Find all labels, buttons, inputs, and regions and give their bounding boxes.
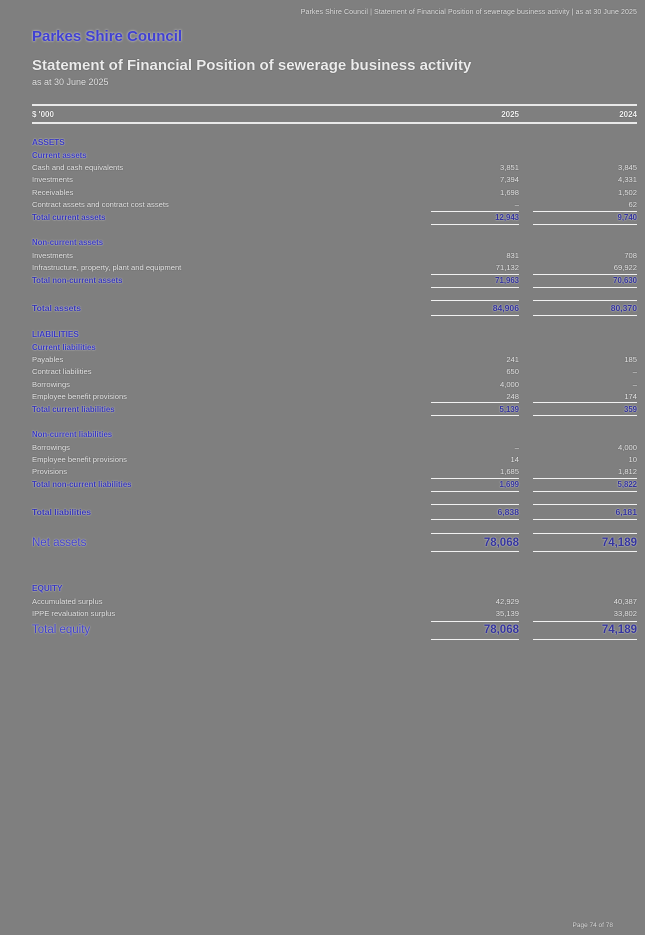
row-non-current-assets bbox=[32, 237, 637, 250]
value-2025: 7,394 bbox=[499, 175, 519, 185]
value-2024: 74,189 bbox=[533, 621, 637, 640]
spacer-row bbox=[32, 316, 637, 328]
value-2024: 708 bbox=[624, 250, 637, 260]
value-2025: 248 bbox=[506, 391, 519, 401]
row-label: Provisions bbox=[32, 467, 68, 477]
row-ippe-revaluation-surplus bbox=[32, 607, 637, 619]
row-label: Contract liabilities bbox=[32, 367, 92, 377]
value-2024: 185 bbox=[624, 354, 637, 364]
column-header-2025: 2025 bbox=[501, 109, 519, 119]
value-2024: 6,181 bbox=[533, 504, 637, 520]
row-label: EQUITY bbox=[32, 583, 63, 593]
value-2025: 6,838 bbox=[431, 504, 519, 520]
value-2025: 14 bbox=[510, 454, 519, 464]
value-2025: 71,963 bbox=[431, 274, 519, 288]
row-total-assets bbox=[32, 300, 637, 316]
row-label: Cash and cash equivalents bbox=[32, 163, 124, 173]
row-label: Borrowings bbox=[32, 442, 70, 452]
value-2024: 4,000 bbox=[617, 442, 637, 452]
spacer-row bbox=[32, 416, 637, 428]
value-2024: – bbox=[632, 379, 637, 389]
row-label: Total non-current assets bbox=[32, 276, 123, 286]
value-2025: 1,698 bbox=[499, 187, 519, 197]
row-assets bbox=[32, 136, 637, 149]
row-employee-benefit-provisions bbox=[32, 453, 637, 465]
unit-header: $ '000 bbox=[32, 109, 54, 119]
value-2024: 1,812 bbox=[617, 467, 637, 477]
row-infrastructure-property-plant-and-equipment bbox=[32, 261, 637, 273]
value-2025: – bbox=[514, 442, 519, 452]
row-label: Total current liabilities bbox=[32, 404, 115, 414]
row-contract-liabilities bbox=[32, 366, 637, 378]
value-2025: 5,139 bbox=[431, 402, 519, 416]
row-label: ASSETS bbox=[32, 138, 65, 147]
statement-date: as at 30 June 2025 bbox=[32, 77, 109, 87]
spacer-row bbox=[32, 568, 637, 582]
row-label: Investments bbox=[32, 175, 73, 185]
value-2024: 359 bbox=[533, 402, 637, 416]
row-accumulated-surplus bbox=[32, 595, 637, 607]
value-2025: 12,943 bbox=[431, 211, 519, 225]
table-header-row bbox=[32, 104, 637, 124]
column-header-2024: 2024 bbox=[619, 109, 637, 119]
row-provisions bbox=[32, 466, 637, 478]
value-2024: 3,845 bbox=[617, 163, 637, 173]
row-label: Accumulated surplus bbox=[32, 596, 103, 606]
spacer-row bbox=[32, 225, 637, 237]
value-2024: 10 bbox=[628, 454, 637, 464]
value-2024: 69,922 bbox=[613, 263, 637, 273]
row-label: Total current assets bbox=[32, 213, 106, 223]
value-2025: 1,685 bbox=[499, 467, 519, 477]
spacer-row bbox=[32, 520, 637, 532]
row-payables bbox=[32, 353, 637, 365]
row-investments bbox=[32, 249, 637, 261]
row-label: Contract assets and contract cost assets bbox=[32, 200, 169, 210]
value-2024: 1,502 bbox=[617, 187, 637, 197]
row-label: Infrastructure, property, plant and equipment bbox=[32, 263, 182, 273]
row-non-current-liabilities bbox=[32, 428, 637, 441]
value-2025: 650 bbox=[506, 367, 519, 377]
row-total-non-current-liabilities bbox=[32, 478, 637, 492]
row-current-assets bbox=[32, 149, 637, 162]
value-2024: 74,189 bbox=[533, 533, 637, 552]
row-label: Receivables bbox=[32, 187, 74, 197]
row-total-non-current-assets bbox=[32, 274, 637, 288]
value-2025: 78,068 bbox=[431, 621, 519, 640]
council-name: Parkes Shire Council bbox=[32, 28, 183, 45]
row-equity bbox=[32, 582, 637, 595]
row-employee-benefit-provisions bbox=[32, 390, 637, 402]
row-label: Investments bbox=[32, 250, 73, 260]
value-2024: 62 bbox=[628, 200, 637, 210]
row-borrowings bbox=[32, 441, 637, 453]
row-label: Total non-current liabilities bbox=[32, 480, 132, 490]
value-2024: 4,331 bbox=[617, 175, 637, 185]
row-label: LIABILITIES bbox=[32, 329, 79, 339]
row-label: Borrowings bbox=[32, 379, 70, 389]
row-cash-and-cash-equivalents bbox=[32, 162, 637, 174]
value-2024: 33,802 bbox=[613, 608, 637, 618]
page-number: Page 74 of 78 bbox=[572, 922, 613, 929]
row-label: Net assets bbox=[32, 536, 87, 549]
running-header: Parkes Shire Council | Statement of Financial Position of sewerage business activity | as at 30 June 2025 bbox=[300, 9, 637, 16]
value-2025: 1,699 bbox=[431, 478, 519, 492]
row-label: Employee benefit provisions bbox=[32, 454, 127, 464]
row-label: Total equity bbox=[32, 624, 91, 637]
row-label: Employee benefit provisions bbox=[32, 391, 127, 401]
value-2025: 831 bbox=[506, 250, 519, 260]
row-label: Current assets bbox=[32, 150, 87, 160]
row-liabilities bbox=[32, 328, 637, 341]
spacer-row bbox=[32, 124, 637, 136]
value-2025: 84,906 bbox=[431, 300, 519, 316]
value-2025: 42,929 bbox=[495, 596, 519, 606]
value-2024: – bbox=[632, 367, 637, 377]
row-contract-assets-and-contract-cost-assets bbox=[32, 198, 637, 210]
value-2024: 5,822 bbox=[533, 478, 637, 492]
spacer-row bbox=[32, 288, 637, 300]
row-net-assets bbox=[32, 532, 637, 554]
row-total-equity bbox=[32, 619, 637, 641]
row-borrowings bbox=[32, 378, 637, 390]
statement-title: Statement of Financial Position of sewerage business activity bbox=[32, 57, 472, 74]
financial-position-table bbox=[32, 104, 637, 641]
row-total-current-liabilities bbox=[32, 402, 637, 416]
value-2025: 3,851 bbox=[499, 163, 519, 173]
row-receivables bbox=[32, 186, 637, 198]
row-label: IPPE revaluation surplus bbox=[32, 608, 116, 618]
row-label: Non-current liabilities bbox=[32, 430, 113, 440]
value-2025: 78,068 bbox=[431, 533, 519, 552]
row-label: Total assets bbox=[32, 302, 82, 313]
value-2024: 174 bbox=[624, 391, 637, 401]
value-2025: 71,132 bbox=[495, 263, 519, 273]
spacer-row bbox=[32, 554, 637, 568]
row-total-current-assets bbox=[32, 211, 637, 225]
row-label: Current liabilities bbox=[32, 342, 96, 352]
row-label: Payables bbox=[32, 354, 64, 364]
value-2024: 70,630 bbox=[533, 274, 637, 288]
table-rows bbox=[32, 124, 637, 641]
value-2025: – bbox=[514, 200, 519, 210]
value-2025: 4,000 bbox=[499, 379, 519, 389]
spacer-row bbox=[32, 492, 637, 504]
row-total-liabilities bbox=[32, 504, 637, 520]
row-label: Non-current assets bbox=[32, 238, 104, 248]
value-2024: 40,387 bbox=[613, 596, 637, 606]
row-investments bbox=[32, 174, 637, 186]
row-label: Total liabilities bbox=[32, 506, 92, 517]
value-2024: 80,370 bbox=[533, 300, 637, 316]
value-2025: 241 bbox=[506, 354, 519, 364]
value-2025: 35,139 bbox=[495, 608, 519, 618]
value-2024: 9,740 bbox=[533, 211, 637, 225]
row-current-liabilities bbox=[32, 341, 637, 354]
